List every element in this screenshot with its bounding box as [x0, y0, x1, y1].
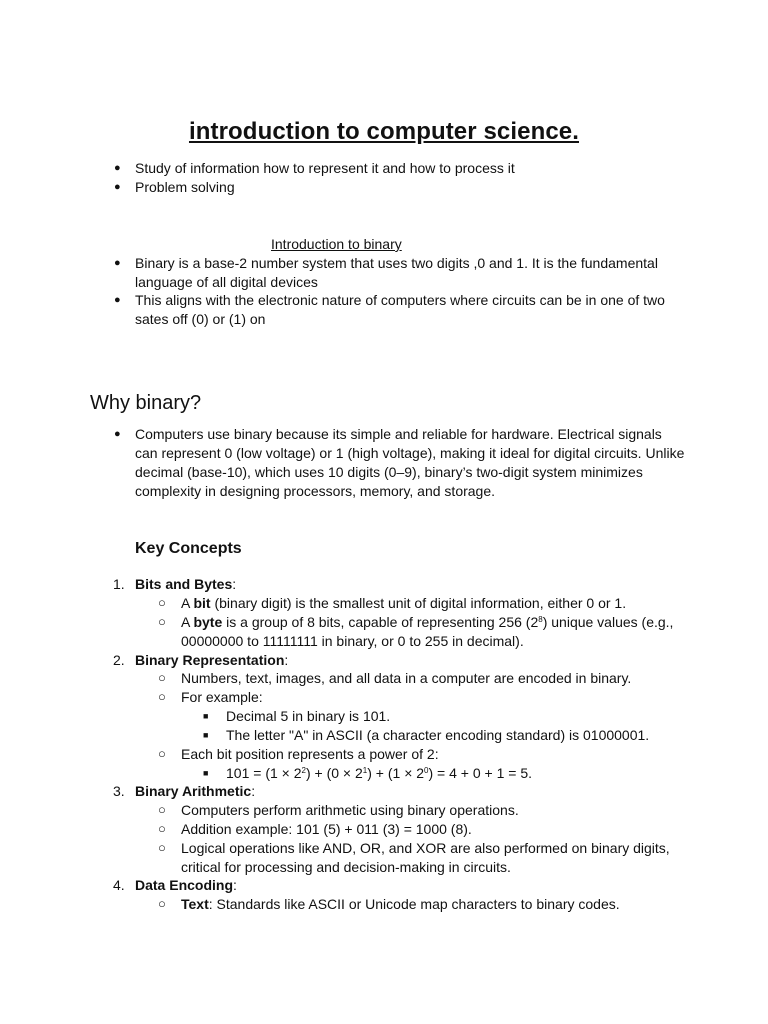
concept-2-title — [135, 651, 288, 670]
concept-3-name: Binary Arithmetic — [135, 783, 252, 799]
circle-bullet-icon: ○ — [158, 595, 166, 610]
concept-4-text-item — [181, 895, 620, 914]
key-concepts-heading: Key Concepts — [135, 540, 242, 557]
concept-3-item-3-line-2: critical for processing and decision-making in circuits. — [181, 859, 511, 875]
bullet-icon: ● — [114, 162, 121, 174]
concept-4-name: Data Encoding — [135, 877, 234, 893]
square-bullet-icon: ■ — [203, 711, 209, 721]
concept-1-title — [135, 575, 236, 594]
byte-exponent: 8 — [538, 615, 543, 624]
formula-exponent-1: 2 — [301, 766, 306, 775]
byte-definition-a: is a group of 8 bits, capable of representing 256 (2 — [222, 614, 539, 630]
concept-1-bit — [181, 594, 626, 613]
formula-exponent-2: 1 — [362, 766, 368, 775]
concept-2-example-1: Decimal 5 in binary is 101. — [226, 708, 391, 724]
byte-prefix: A — [181, 614, 194, 630]
formula-exponent-3: 0 — [424, 766, 429, 775]
concept-3-colon: : — [251, 783, 256, 799]
bit-definition: (binary digit) is the smallest unit of digital information, either 0 or 1. — [210, 595, 627, 611]
concept-3-item-2: Addition example: 101 (5) + 011 (3) = 1000 (8). — [181, 821, 472, 837]
circle-bullet-icon: ○ — [158, 821, 166, 836]
concept-2-item-1: Numbers, text, images, and all data in a computer are encoded in binary. — [181, 670, 632, 686]
bit-prefix: A — [181, 595, 194, 611]
binary-bullet-1-line-1: Binary is a base-2 number system that uses two digits ,0 and 1. It is the fundamental — [135, 255, 658, 271]
concept-2-item-2: For example: — [181, 689, 263, 705]
bullet-icon: ● — [114, 428, 121, 440]
binary-bullet-1-line-2: language of all digital devices — [135, 274, 318, 290]
bullet-icon: ● — [114, 257, 121, 269]
bit-term: bit — [193, 595, 211, 611]
concept-4-title — [135, 876, 237, 895]
circle-bullet-icon: ○ — [158, 840, 166, 855]
text-definition: : Standards like ASCII or Unicode map characters to binary codes. — [208, 896, 620, 912]
formula-part-b: ) + (0 × 2 — [305, 765, 363, 781]
concept-1-colon: : — [232, 576, 237, 592]
concept-3-title — [135, 782, 255, 801]
concept-2-example-2: The letter "A" in ASCII (a character encoding standard) is 01000001. — [226, 727, 650, 743]
why-line-2: can represent 0 (low voltage) or 1 (high voltage), making it ideal for digital circuits. Unlike — [135, 445, 685, 461]
formula-part-a: 101 = (1 × 2 — [226, 765, 302, 781]
formula-part-d: ) = 4 + 0 + 1 = 5. — [428, 765, 533, 781]
formula-part-c: ) + (1 × 2 — [367, 765, 425, 781]
section-subtitle: Introduction to binary — [271, 236, 402, 252]
square-bullet-icon: ■ — [203, 768, 209, 778]
list-number: 1. — [113, 576, 125, 592]
intro-bullet-1: Study of information how to represent it and how to process it — [135, 160, 515, 176]
byte-term: byte — [193, 614, 223, 630]
bullet-icon: ● — [114, 181, 121, 193]
concept-3-item-1: Computers perform arithmetic using binary operations. — [181, 802, 519, 818]
circle-bullet-icon: ○ — [158, 670, 166, 685]
why-line-3: decimal (base-10), which uses 10 digits (0–9), binary’s two-digit system minimizes — [135, 464, 643, 480]
why-line-1: Computers use binary because its simple and reliable for hardware. Electrical signals — [135, 426, 662, 442]
list-number: 3. — [113, 783, 125, 799]
circle-bullet-icon: ○ — [158, 896, 166, 911]
document-title: introduction to computer science. — [188, 118, 579, 145]
concept-2-name: Binary Representation — [135, 652, 285, 668]
concept-2-colon: : — [284, 652, 289, 668]
concept-4-colon: : — [233, 877, 237, 893]
circle-bullet-icon: ○ — [158, 746, 166, 761]
square-bullet-icon: ■ — [203, 730, 209, 740]
concept-3-item-3-line-1: Logical operations like AND, OR, and XOR are also performed on binary digits, — [181, 840, 670, 856]
circle-bullet-icon: ○ — [158, 689, 166, 704]
circle-bullet-icon: ○ — [158, 614, 166, 629]
binary-bullet-2-line-1: This aligns with the electronic nature of computers where circuits can be in one of two — [135, 292, 665, 308]
bullet-icon: ● — [114, 294, 121, 306]
byte-definition-b: ) unique values (e.g., — [542, 614, 674, 630]
circle-bullet-icon: ○ — [158, 802, 166, 817]
list-number: 2. — [113, 652, 125, 668]
concept-1-name: Bits and Bytes — [135, 576, 233, 592]
concept-1-byte — [181, 613, 673, 632]
why-binary-heading: Why binary? — [90, 392, 202, 414]
intro-bullet-2: Problem solving — [135, 179, 235, 195]
concept-2-item-3: Each bit position represents a power of 2: — [181, 746, 439, 762]
text-term: Text — [181, 896, 209, 912]
concept-2-formula — [226, 764, 532, 783]
list-number: 4. — [113, 877, 125, 893]
concept-1-byte-line-2: 00000000 to 11111111 in binary, or 0 to 255 in decimal). — [181, 633, 524, 649]
why-line-4: complexity in designing processors, memory, and storage. — [135, 483, 496, 499]
binary-bullet-2-line-2: sates off (0) or (1) on — [135, 311, 266, 327]
